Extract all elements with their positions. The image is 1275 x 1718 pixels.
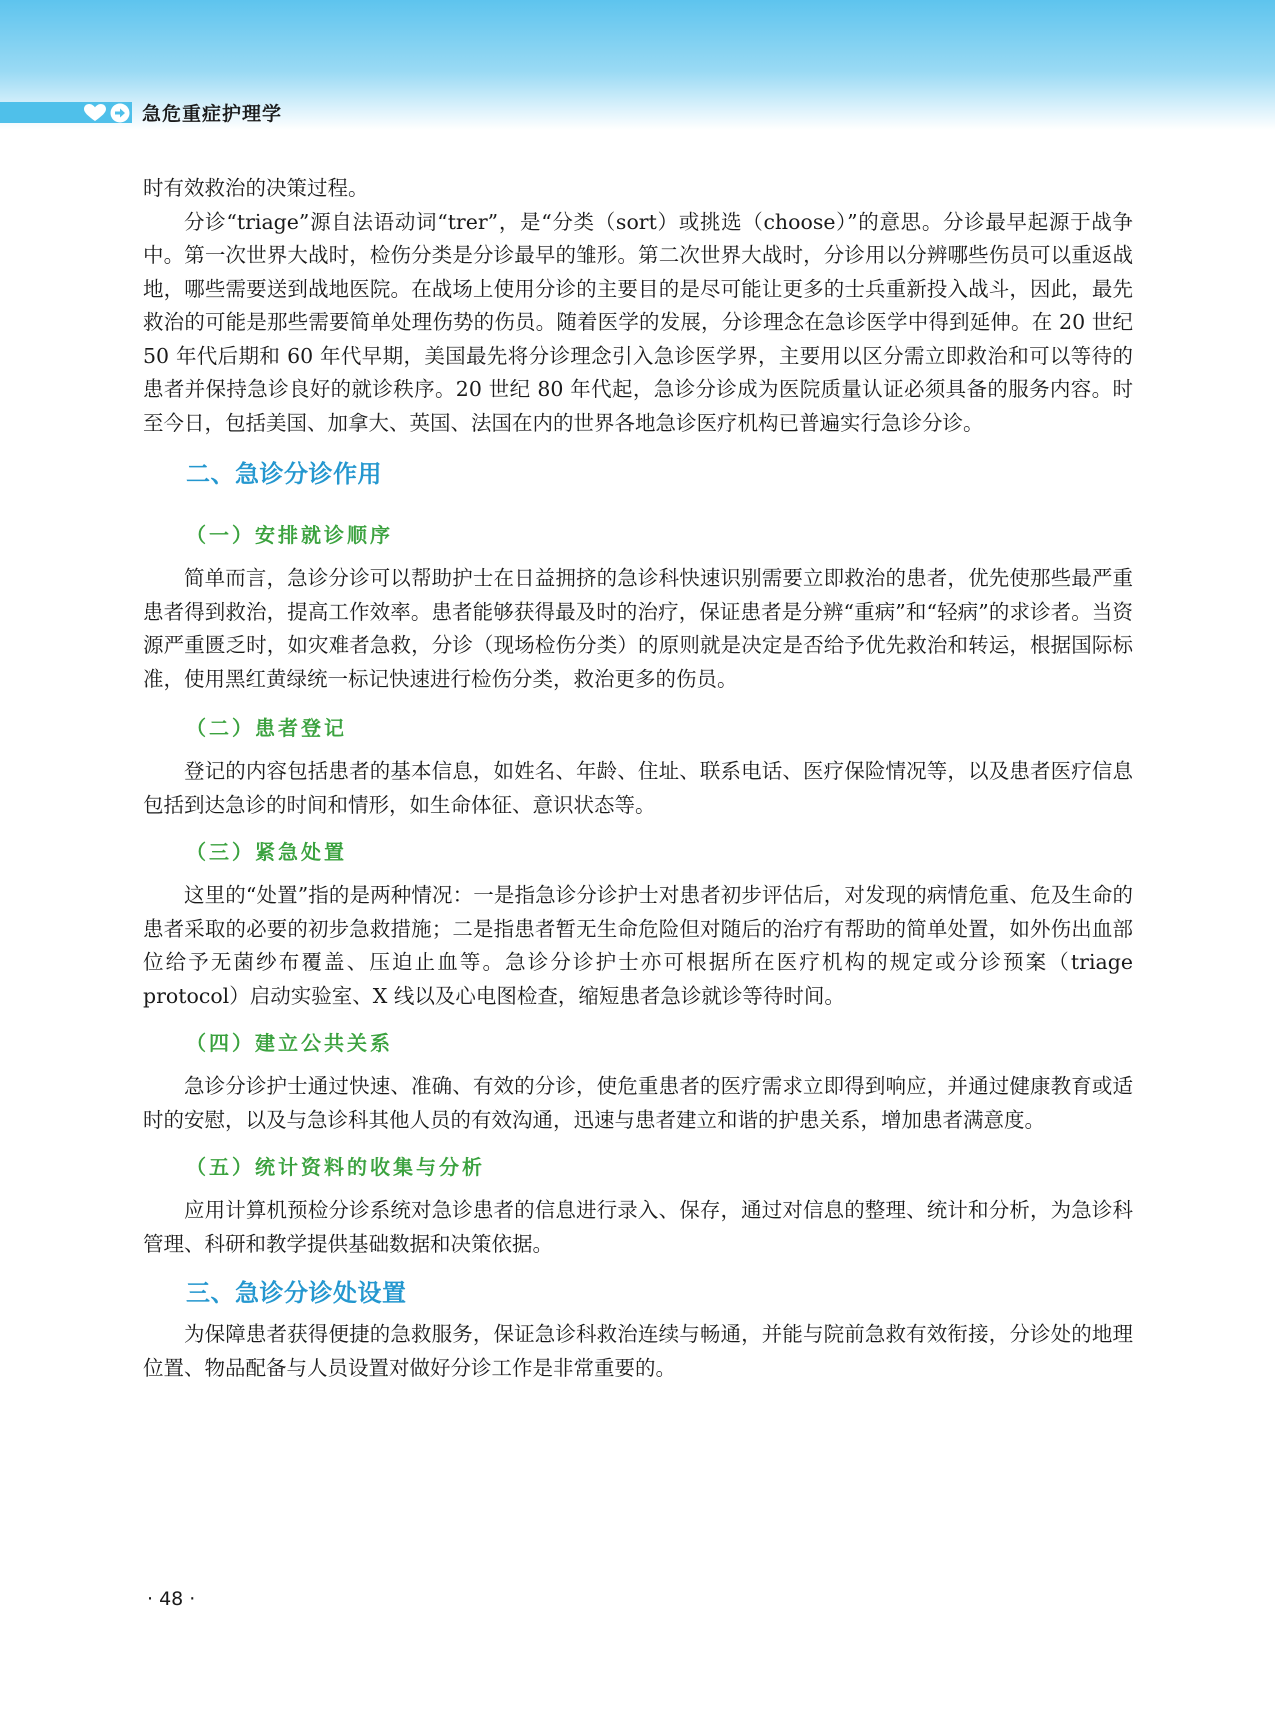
subsection-1-heading: （一）安排就诊顺序 — [186, 523, 393, 547]
intro-continuation-paragraph: 时有效救治的决策过程。 — [143, 176, 369, 200]
section-2-heading: 二、急诊分诊作用 — [186, 460, 382, 488]
page-number: · 48 · — [147, 1588, 196, 1610]
subsection-3-heading: （三）紧急处置 — [186, 840, 347, 864]
section-3-heading: 三、急诊分诊处设置 — [186, 1279, 407, 1307]
book-title: 急危重症护理学 — [142, 103, 283, 125]
subsection-5-paragraph: 应用计算机预检分诊系统对急诊患者的信息进行录入、保存，通过对信息的整理、统计和分析，为急诊科管理、科研和教学提供基础数据和决策依据。 — [143, 1198, 1133, 1256]
subsection-1-paragraph: 简单而言，急诊分诊可以帮助护士在日益拥挤的急诊科快速识别需要立即救治的患者，优先使那些最严重患者得到救治，提高工作效率。患者能够获得最及时的治疗，保证患者是分辨“重病”和“轻病”的求诊者。当资源严重匮乏时，如灾难者急救，分诊（现场检伤分类）的原则就是决定是否给予优先救治和转运，根据国际标准，使用黑红黄绿统一标记快速进行检伤分类，救治更多的伤员。 — [143, 566, 1133, 691]
subsection-5-heading: （五）统计资料的收集与分析 — [186, 1155, 485, 1179]
page-content — [143, 172, 1133, 1385]
arrow-circle-icon — [110, 103, 130, 123]
triage-history-paragraph: 分诊“triage”源自法语动词“trer”，是“分类（sort）或挑选（choose）”的意思。分诊最早起源于战争中。第一次世界大战时，检伤分类是分诊最早的雏形。第二次世界大战时，分诊用以分辨哪些伤员可以重返战地，哪些需要送到战地医院。在战场上使用分诊的主要目的是尽可能让更多的士兵重新投入战斗，因此，最先救治的可能是那些需要简单处理伤势的伤员。随着医学的发展，分诊理念在急诊医学中得到延伸。在 20 世纪 50 年代后期和 60 年代早期，美国最先将分诊理念引入急诊医学界，主要用以区分需立即救治和可以等待的患者并保持急诊良好的就诊秩序。20 世纪 80 年代起，急诊分诊成为医院质量认证必须具备的服务内容。时至今日，包括美国、加拿大、英国、法国在内的世界各地急诊医疗机构已普遍实行急诊分诊。 — [143, 209, 1133, 435]
section-3-paragraph: 为保障患者获得便捷的急救服务，保证急诊科救治连续与畅通，并能与院前急救有效衔接，分诊处的地理位置、物品配备与人员设置对做好分诊工作是非常重要的。 — [143, 1322, 1133, 1380]
heart-icon — [84, 104, 106, 122]
subsection-4-heading: （四）建立公共关系 — [186, 1031, 393, 1055]
subsection-2-heading: （二）患者登记 — [186, 716, 347, 740]
subsection-4-paragraph: 急诊分诊护士通过快速、准确、有效的分诊，使危重患者的医疗需求立即得到响应，并通过健康教育或适时的安慰，以及与急诊科其他人员的有效沟通，迅速与患者建立和谐的护患关系，增加患者满意度。 — [143, 1074, 1133, 1132]
subsection-2-paragraph: 登记的内容包括患者的基本信息，如姓名、年龄、住址、联系电话、医疗保险情况等，以及患者医疗信息包括到达急诊的时间和情形，如生命体征、意识状态等。 — [143, 759, 1133, 817]
subsection-3-paragraph: 这里的“处置”指的是两种情况：一是指急诊分诊护士对患者初步评估后，对发现的病情危重、危及生命的患者采取的必要的初步急救措施；二是指患者暂无生命危险但对随后的治疗有帮助的简单处置，如外伤出血部位给予无菌纱布覆盖、压迫止血等。急诊分诊护士亦可根据所在医疗机构的规定或分诊预案（triage protocol）启动实验室、X 线以及心电图检查，缩短患者急诊就诊等待时间。 — [143, 883, 1133, 1008]
